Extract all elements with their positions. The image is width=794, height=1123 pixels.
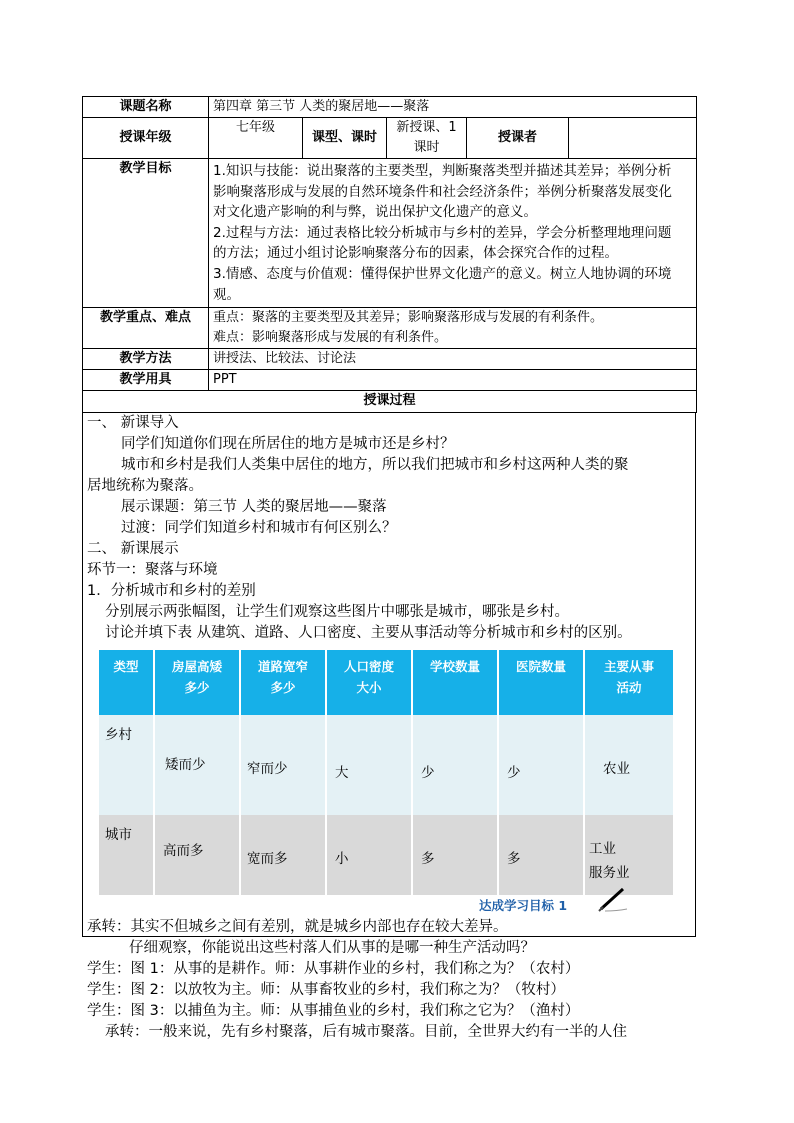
hospitals-value: 少 bbox=[507, 765, 521, 782]
density-value: 小 bbox=[335, 851, 349, 868]
roads-value: 宽而多 bbox=[247, 851, 288, 868]
body-line: 环节一：聚落与环境 bbox=[87, 562, 218, 579]
body-line: 分别展示两张幅图，让学生们观察这些图片中哪张是城市，哪张是乡村。 bbox=[105, 604, 569, 621]
goal-line: 影响聚落形成与发展的自然环境条件和社会经济条件；举例分析聚落发展变化 bbox=[213, 183, 672, 200]
activity-value: 工业 服务业 bbox=[589, 841, 630, 882]
header-hospitals: 医院数量 bbox=[498, 650, 584, 715]
header-type: 类型 bbox=[99, 650, 154, 715]
row-cell bbox=[412, 715, 498, 815]
topic-value: 第四章 第三节 人类的聚居地——聚落 bbox=[209, 97, 697, 118]
body-line: 学生：图 1：从事的是耕作。师：从事耕作业的乡村，我们称之为？（农村） bbox=[87, 961, 580, 978]
section-heading: 二、 新课展示 bbox=[87, 541, 179, 558]
body-line: 1．分析城市和乡村的差别 bbox=[87, 583, 256, 600]
activity-value: 农业 bbox=[603, 761, 630, 778]
topic-label: 课题名称 bbox=[83, 97, 209, 118]
row-cell bbox=[326, 715, 412, 815]
body-line: 同学们知道你们现在所居住的地方是城市还是乡村？ bbox=[121, 436, 455, 453]
lesson-type-value: 新授课、1课时 bbox=[387, 118, 467, 159]
key-point-line: 难点：影响聚落形成与发展的有利条件。 bbox=[213, 330, 448, 346]
row-cell bbox=[584, 715, 674, 815]
pencil-icon bbox=[597, 887, 631, 913]
row-cell bbox=[154, 815, 240, 895]
goal-line: 2.过程与方法：通过表格比较分析城市与乡村的差异，学会分析整理地理问题 bbox=[213, 224, 672, 241]
row-cell bbox=[240, 815, 326, 895]
header-activity: 主要从事 活动 bbox=[584, 650, 674, 715]
hospitals-value: 多 bbox=[507, 851, 521, 868]
row-cell bbox=[412, 815, 498, 895]
density-value: 大 bbox=[335, 765, 349, 782]
goal-line: 3.情感、态度与价值观：懂得保护世界文化遗产的意义。树立人地协调的环境 bbox=[213, 265, 672, 282]
body-line: 仔细观察，你能说出这些村落人们从事的是哪一种生产活动吗？ bbox=[129, 940, 535, 957]
header-schools: 学校数量 bbox=[412, 650, 498, 715]
row-cell bbox=[326, 815, 412, 895]
body-line: 承转：一般来说，先有乡村聚落，后有城市聚落。目前，全世界大约有一半的人住 bbox=[105, 1024, 627, 1041]
method-label: 教学方法 bbox=[83, 349, 209, 370]
header-roads: 道路宽窄 多少 bbox=[240, 650, 326, 715]
table-row bbox=[99, 715, 674, 815]
houses-value: 高而多 bbox=[163, 843, 204, 860]
comparison-header-row bbox=[99, 650, 674, 715]
body-line: 展示课题：第三节 人类的聚居地——聚落 bbox=[121, 499, 387, 516]
method-value: 讲授法、比较法、讨论法 bbox=[209, 349, 697, 370]
row-cell bbox=[99, 815, 154, 895]
row-cell bbox=[154, 715, 240, 815]
teacher-value bbox=[569, 118, 697, 159]
tools-label: 教学用具 bbox=[83, 370, 209, 391]
goal-line: 1.知识与技能：说出聚落的主要类型，判断聚落类型并描述其差异；举例分析 bbox=[213, 163, 672, 179]
grade-label: 授课年级 bbox=[83, 118, 209, 159]
goal-banner-text: 达成学习目标 1 bbox=[479, 898, 568, 914]
body-line: 城市和乡村是我们人类集中居住的地方，所以我们把城市和乡村这两种人类的聚 bbox=[121, 457, 629, 474]
goal-line: 观。 bbox=[213, 286, 240, 303]
key-point-line: 重点：聚落的主要类型及其差异；影响聚落形成与发展的有利条件。 bbox=[213, 310, 604, 326]
body-line: 居地统称为聚落。 bbox=[87, 478, 203, 495]
teacher-label: 授课者 bbox=[467, 118, 569, 159]
row-type-city: 城市 bbox=[105, 827, 132, 844]
section-heading: 一、 新课导入 bbox=[87, 415, 179, 432]
key-points-content bbox=[209, 308, 697, 349]
body-line: 讨论并填下表 从建筑、道路、人口密度、主要从事活动等分析城市和乡村的区别。 bbox=[105, 625, 632, 642]
row-cell bbox=[498, 815, 584, 895]
houses-value: 矮而少 bbox=[165, 757, 206, 774]
schools-value: 多 bbox=[421, 851, 435, 868]
header-density: 人口密度 大小 bbox=[326, 650, 412, 715]
row-cell bbox=[240, 715, 326, 815]
process-title: 授课过程 bbox=[83, 391, 697, 413]
goal-banner bbox=[479, 895, 693, 915]
lesson-plan-page bbox=[82, 96, 696, 1041]
goal-content bbox=[209, 159, 697, 308]
schools-value: 少 bbox=[421, 765, 435, 782]
process-body bbox=[82, 413, 696, 1041]
goal-label: 教学目标 bbox=[83, 159, 209, 308]
table-row bbox=[99, 815, 674, 895]
body-line: 过渡：同学们知道乡村和城市有何区别么？ bbox=[121, 520, 397, 537]
goal-line: 的方法；通过小组讨论影响聚落分布的因素，体会探究合作的过程。 bbox=[213, 245, 618, 262]
body-line: 学生：图 2：以放牧为主。师：从事畜牧业的乡村，我们称之为？（牧村） bbox=[87, 982, 565, 999]
roads-value: 窄而少 bbox=[247, 761, 288, 778]
lesson-info-table bbox=[82, 96, 697, 413]
header-houses: 房屋高矮 多少 bbox=[154, 650, 240, 715]
row-type-village: 乡村 bbox=[105, 727, 132, 744]
row-cell bbox=[584, 815, 674, 895]
lesson-type-label: 课型、课时 bbox=[303, 118, 387, 159]
row-cell bbox=[498, 715, 584, 815]
city-village-comparison-table bbox=[99, 650, 675, 895]
goal-line: 对文化遗产影响的利与弊，说出保护文化遗产的意义。 bbox=[213, 204, 537, 221]
row-cell bbox=[99, 715, 154, 815]
grade-value: 七年级 bbox=[209, 118, 303, 159]
tools-value: PPT bbox=[209, 370, 697, 391]
key-points-label: 教学重点、难点 bbox=[83, 308, 209, 349]
body-line: 学生：图 3：以捕鱼为主。师：从事捕鱼业的乡村，我们称之它为？（渔村） bbox=[87, 1003, 580, 1020]
body-line: 承转：其实不但城乡之间有差别，就是城乡内部也存在较大差异。 bbox=[87, 919, 508, 936]
